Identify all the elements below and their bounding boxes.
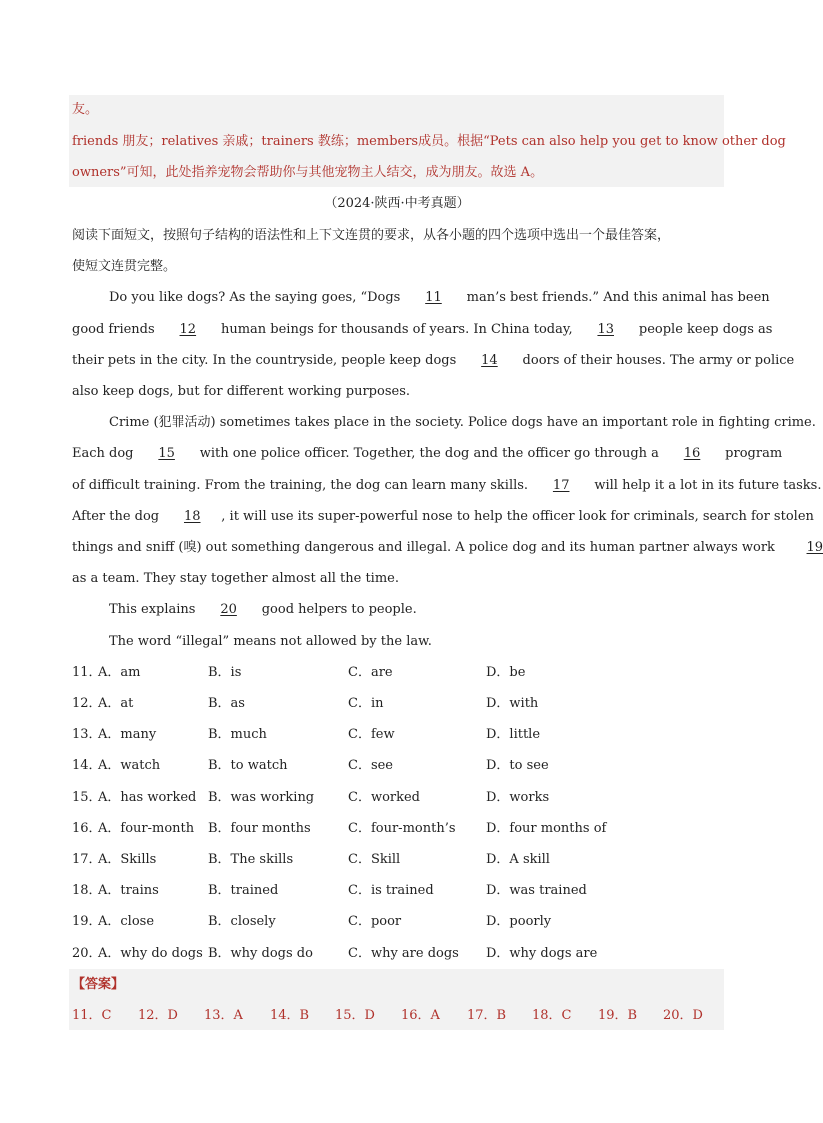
- passage-line: good friends 12 human beings for thousands of years. In China today, 13 people keep dogs as: [72, 322, 773, 337]
- option-d[interactable]: D．be: [486, 665, 526, 680]
- option-a[interactable]: A．at: [98, 696, 134, 711]
- instructions-line-1: 阅读下面短文，按照句子结构的语法性和上下文连贯的要求，从各小题的四个选项中选出一个最佳答案，: [72, 228, 671, 243]
- answer-item: 20．D: [663, 1008, 703, 1023]
- option-a[interactable]: A．close: [98, 914, 155, 929]
- option-b[interactable]: B．is: [208, 665, 242, 680]
- option-b[interactable]: B．trained: [208, 883, 279, 898]
- blank-17: 17: [552, 478, 570, 493]
- option-a[interactable]: A．watch: [98, 758, 161, 773]
- option-b[interactable]: B．was working: [208, 790, 315, 805]
- option-d[interactable]: D．poorly: [486, 914, 552, 929]
- vocab-note: The word “illegal” means not allowed by the law.: [109, 634, 432, 649]
- answer-label: 【答案】: [72, 977, 125, 992]
- instructions-line-2: 使短文连贯完整。: [72, 259, 177, 274]
- option-d[interactable]: D．A skill: [486, 852, 550, 867]
- option-d[interactable]: D．was trained: [486, 883, 587, 898]
- source-label: （2024·陕西·中考真题）: [324, 196, 470, 211]
- passage-line: After the dog 18 , it will use its super-powerful nose to help the officer look for criminals, search for stolen: [72, 509, 814, 524]
- option-d[interactable]: D．why dogs are: [486, 946, 598, 961]
- answer-item: 14．B: [270, 1008, 310, 1023]
- option-b[interactable]: B．as: [208, 696, 245, 711]
- option-d[interactable]: D．to see: [486, 758, 549, 773]
- option-c[interactable]: C．worked: [348, 790, 421, 805]
- blank-11: 11: [425, 290, 442, 305]
- option-a[interactable]: A．am: [98, 665, 141, 680]
- option-b[interactable]: B．why dogs do: [208, 946, 313, 961]
- explanation-line-3: owners”可知，此处指养宠物会帮助你与其他宠物主人结交，成为朋友。故选 A。: [72, 165, 544, 180]
- blank-15: 15: [158, 446, 175, 461]
- option-b[interactable]: B．closely: [208, 914, 276, 929]
- option-b[interactable]: B．much: [208, 727, 267, 742]
- option-c[interactable]: C．are: [348, 665, 393, 680]
- option-a[interactable]: A．Skills: [98, 852, 157, 867]
- blank-19: 19: [806, 540, 823, 555]
- option-c[interactable]: C．in: [348, 696, 384, 711]
- option-a[interactable]: A．has worked: [98, 790, 197, 805]
- blank-13: 13: [597, 322, 614, 337]
- blank-12: 12: [179, 322, 197, 337]
- answer-item: 13．A: [204, 1008, 243, 1023]
- option-c[interactable]: C．poor: [348, 914, 402, 929]
- option-b[interactable]: B．four months: [208, 821, 311, 836]
- option-a[interactable]: A．why do dogs: [98, 946, 203, 961]
- passage-line: their pets in the city. In the countryside, people keep dogs 14 doors of their houses. The army or police: [72, 353, 795, 368]
- document-page: 友。 friends 朋友；relatives 亲戚；trainers 教练；members成员。根据“Pets can also help you get to know other dog owners”可知，此处指养宠物会帮助你与其他宠物主人结交，成为朋友。故选 A。 （2024·陕西·中考真题） 阅读下面短文，按照句子结构的语法性和上下文连贯的要求，从各小题的四个选项中选出一个最佳答案， 使短文连贯完整。 Do you like dogs? As the saying goes, “Dogs 11 man’s best friends.” And this animal has been good friends 12 human beings for thousands of years. In China today, 13 people keep dogs as their pets in the city. In the countryside, people keep dogs 14 doors of their houses. The army or police also keep dogs, but for different working purposes. Crime (犯罪活动) sometimes takes place in the society. Police dogs have an important role in fighting crime. Each dog 15 with one police officer. Together, the dog and the officer go through a 16 program of difficult training. From the training, the dog can learn many skills. 17 will help it a lot in its future tasks. After the dog 18 , it will use its super-powerful nose to help the officer look for criminals, search for stolen things and sniff (嗅) out something dangerous and illegal. A police dog and its human partner always work 19 as a team. They stay together almost all the time. This explains 20 good helpers to people. The word “illegal” means not allowed by the law. 11． A．am B．is C．are D．be 12． A．at B．as C．in D．with 13． A．many B．much C．few D．little 14． A．watch B．to watch C．see D．to see 15． A．has worked B．was working C．worked D．works 16． A．four-month B．four months C．four-month’s D．four months of 17． A．Skills B．The skills C．Skill D．A skill 18． A．trains B．trained C．is trained D．was trained 19． A．close B．closely C．poor D．poorly 20． A．why do dogs B．why dogs do C．why are dogs D．why dogs are 【答案】 11．C 12．D 13．A 14．B 15．D 16．A 17．B 18．C 19．B 20．D: [0, 0, 794, 1123]
- passage-line: Crime (犯罪活动) sometimes takes place in the society. Police dogs have an important role in fighting crime.: [109, 415, 816, 430]
- answer-item: 12．D: [138, 1008, 178, 1023]
- passage-line: of difficult training. From the training, the dog can learn many skills. 17 will help it a lot in its future tasks.: [72, 478, 822, 493]
- blank-18: 18: [183, 509, 201, 524]
- answer-item: 18．C: [532, 1008, 572, 1023]
- option-c[interactable]: C．four-month’s: [348, 821, 456, 836]
- passage-line: as a team. They stay together almost all the time.: [72, 571, 399, 586]
- passage-line: also keep dogs, but for different working purposes.: [72, 384, 410, 399]
- option-d[interactable]: D．works: [486, 790, 550, 805]
- option-b[interactable]: B．The skills: [208, 852, 294, 867]
- option-b[interactable]: B．to watch: [208, 758, 288, 773]
- option-c[interactable]: C．why are dogs: [348, 946, 459, 961]
- answer-item: 17．B: [467, 1008, 507, 1023]
- passage-line: Each dog 15 with one police officer. Together, the dog and the officer go through a 16 program: [72, 446, 783, 461]
- answer-item: 15．D: [335, 1008, 375, 1023]
- passage-line: This explains 20 good helpers to people.: [109, 602, 417, 617]
- answer-item: 16．A: [401, 1008, 440, 1023]
- option-d[interactable]: D．little: [486, 727, 541, 742]
- blank-14: 14: [481, 353, 498, 368]
- option-c[interactable]: C．few: [348, 727, 395, 742]
- blank-16: 16: [683, 446, 701, 461]
- option-c[interactable]: C．see: [348, 758, 394, 773]
- option-d[interactable]: D．four months of: [486, 821, 607, 836]
- explanation-line-1: 友。: [72, 102, 99, 117]
- option-a[interactable]: A．trains: [98, 883, 159, 898]
- passage-line: things and sniff (嗅) out something dangerous and illegal. A police dog and its human partner always work 19: [72, 540, 823, 555]
- passage-line: Do you like dogs? As the saying goes, “Dogs 11 man’s best friends.” And this animal has been: [109, 290, 770, 305]
- option-c[interactable]: C．is trained: [348, 883, 434, 898]
- answer-item: 19．B: [598, 1008, 638, 1023]
- blank-20: 20: [220, 602, 237, 617]
- explanation-line-2: friends 朋友；relatives 亲戚；trainers 教练；members成员。根据“Pets can also help you get to know other dog: [72, 134, 786, 149]
- option-d[interactable]: D．with: [486, 696, 539, 711]
- option-a[interactable]: A．many: [98, 727, 157, 742]
- option-a[interactable]: A．four-month: [98, 821, 195, 836]
- answer-item: 11．C: [72, 1008, 112, 1023]
- option-c[interactable]: C．Skill: [348, 852, 401, 867]
